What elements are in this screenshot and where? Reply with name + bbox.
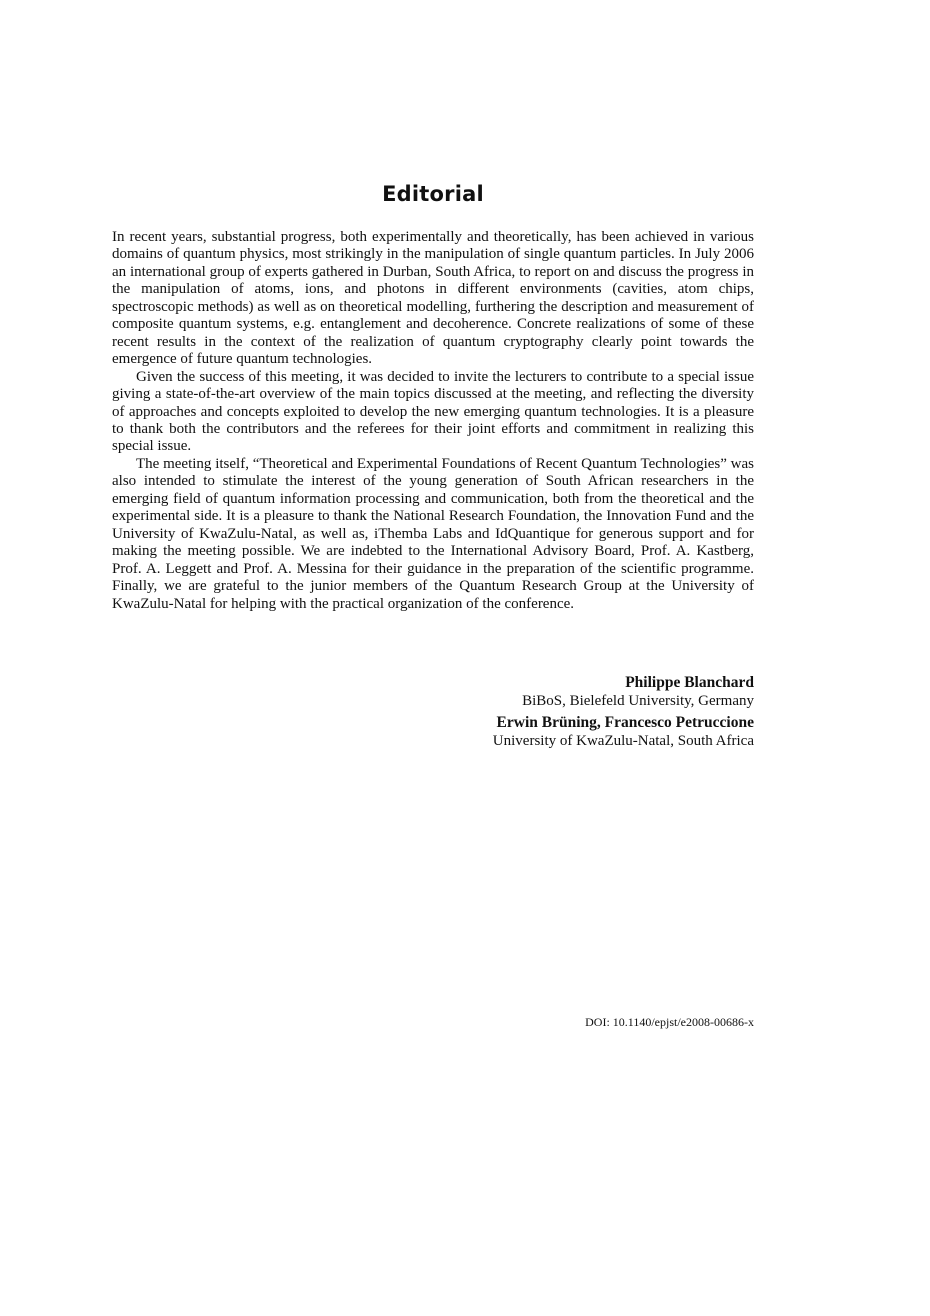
author-affiliation: BiBoS, Bielefeld University, Germany <box>522 693 754 709</box>
paragraph-2: Given the success of this meeting, it was decided to invite the lecturers to contribute to a special issue giving a state-of-the-art overview of the main topics discussed at the meeting, and reflecting the diversity of approaches and concepts exploited to develop the new emerging quantum technologies. It is a pleasure to thank both the contributors and the referees for their joint efforts and commitment in realizing this special issue. <box>112 368 754 455</box>
page-title: Editorial <box>382 182 484 206</box>
author-name: Philippe Blanchard <box>625 674 754 691</box>
editorial-body <box>112 229 754 613</box>
signature-block <box>380 674 754 754</box>
doi-label: DOI: 10.1140/epjst/e2008-00686-x <box>585 1015 754 1029</box>
paragraph-1: In recent years, substantial progress, both experimentally and theoretically, has been achieved in various domains of quantum physics, most strikingly in the manipulation of single quantum particles. In July 2006 an international group of experts gathered in Durban, South Africa, to report on and discuss the progress in the manipulation of atoms, ions, and photons in different environments (cavities, atom chips, spectroscopic methods) as well as on theoretical modelling, furthering the description and measurement of composite quantum systems, e.g. entanglement and decoherence. Concrete realizations of some of these recent results in the context of the realization of quantum cryptography clearly point towards the emergence of future quantum technologies. <box>112 229 754 368</box>
author-affiliation: University of KwaZulu-Natal, South Africa <box>492 733 754 749</box>
author-name: Erwin Brüning, Francesco Petruccione <box>496 714 754 731</box>
paragraph-3: The meeting itself, “Theoretical and Experimental Foundations of Recent Quantum Technologies” was also intended to stimulate the interest of the young generation of South African researchers in the emerging field of quantum information processing and communication, both from the theoretical and the experimental side. It is a pleasure to thank the National Research Foundation, the Innovation Fund and the University of KwaZulu-Natal, as well as, iThemba Labs and IdQuantique for generous support and for making the meeting possible. We are indebted to the International Advisory Board, Prof. A. Kastberg, Prof. A. Leggett and Prof. A. Messina for their guidance in the preparation of the scientific programme. Finally, we are grateful to the junior members of the Quantum Research Group at the University of KwaZulu-Natal for helping with the practical organization of the conference. <box>112 455 754 612</box>
